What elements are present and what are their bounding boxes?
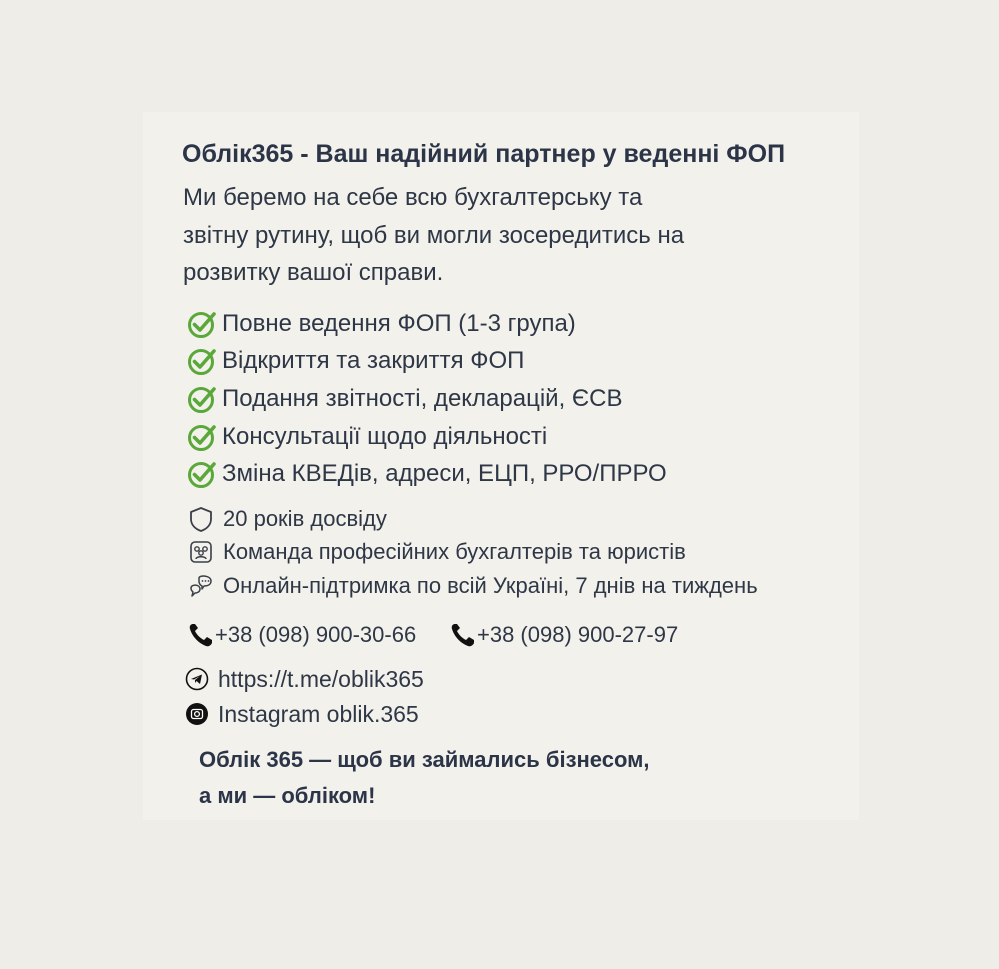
intro-line-2: звітну рутину, щоб ви могли зосередитись на [183, 222, 685, 249]
feature-label: Онлайн-підтримка по всій Україні, 7 днів на тиждень [223, 573, 758, 598]
phone-number-1[interactable]: +38 (098) 900-30-66 [215, 622, 417, 647]
slogan-line-2: а ми — обліком! [199, 783, 376, 808]
phone-icon [187, 621, 215, 649]
phone-contact[interactable] [449, 620, 678, 650]
instagram-link[interactable] [185, 699, 419, 729]
service-item [187, 383, 623, 415]
phone-number-2[interactable]: +38 (098) 900-27-97 [477, 622, 679, 647]
telegram-link[interactable] [185, 664, 424, 694]
service-label: Консультації щодо діяльності [222, 423, 548, 450]
check-circle-icon [187, 384, 217, 414]
phone-contact[interactable] [187, 620, 416, 650]
instagram-icon [185, 702, 209, 726]
feature-item [187, 537, 686, 567]
check-circle-icon [187, 422, 217, 452]
telegram-url[interactable]: https://t.me/oblik365 [218, 665, 424, 692]
service-item [187, 458, 667, 490]
telegram-icon [185, 667, 209, 691]
service-item [187, 308, 576, 340]
feature-item [187, 571, 758, 601]
service-label: Подання звітності, декларацій, ЄСВ [222, 385, 623, 412]
service-label: Зміна КВЕДів, адреси, ЕЦП, РРО/ПРРО [222, 460, 667, 487]
check-circle-icon [187, 459, 217, 489]
intro-line-3: розвитку вашої справи. [183, 259, 444, 286]
instagram-handle[interactable]: Instagram oblik.365 [218, 700, 419, 727]
chat-bubbles-icon [187, 572, 215, 600]
feature-label: Команда професійних бухгалтерів та юристів [223, 539, 686, 564]
feature-item [187, 504, 387, 534]
feature-label: 20 років досвіду [223, 506, 387, 531]
shield-icon [187, 505, 215, 533]
check-circle-icon [187, 346, 217, 376]
phone-icon [449, 621, 477, 649]
intro-line-1: Ми беремо на себе всю бухгалтерську та [183, 184, 643, 211]
slogan-line-1: Облік 365 — щоб ви займались бізнесом, [199, 747, 650, 772]
team-icon [187, 538, 215, 566]
service-label: Відкриття та закриття ФОП [222, 347, 525, 374]
service-item [187, 421, 547, 453]
service-label: Повне ведення ФОП (1-3 група) [222, 310, 576, 337]
page-title: Облік365 - Ваш надійний партнер у веденні ФОП [182, 140, 786, 168]
service-item [187, 345, 524, 377]
check-circle-icon [187, 309, 217, 339]
